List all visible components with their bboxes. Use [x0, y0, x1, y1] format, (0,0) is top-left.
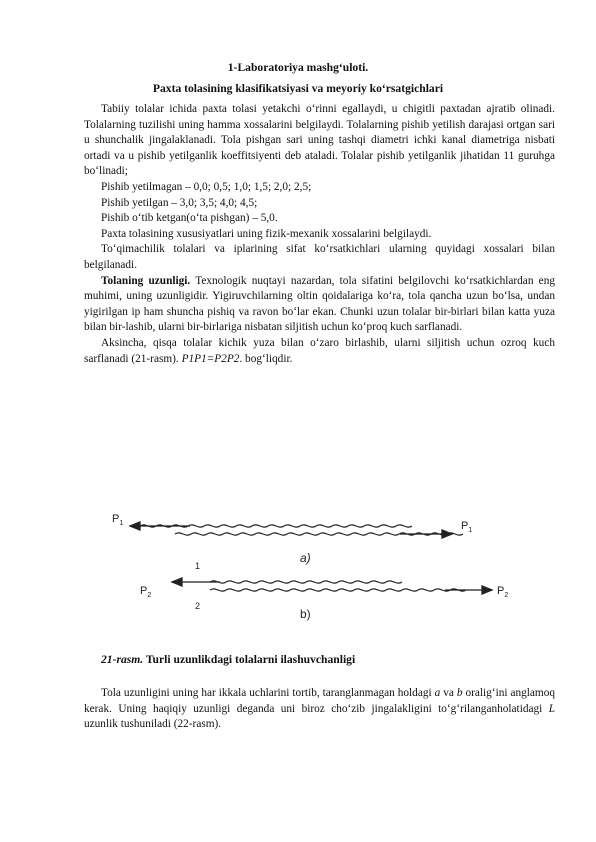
paragraph-properties: Paxta tolasining xususiyatlari uning fizik-mexanik xossalarini belgilaydi. — [101, 227, 432, 240]
force-formula: P1P1=P2P2 — [181, 352, 240, 365]
paragraph-intro: Tabiiy tolalar ichida paxta tolasi yetakchi o‘rinni egallaydi, u chigitli paxtadan ajratib olinadi. Tolalarning tuzilishi uning hamma xossalarini belgilaydi. Tolalarning pishib yetilish darajasi ortgan sari u shunchalik jingalaklanadi. Tola pishgan sari uning tashqi diametri ichki kanal diametriga nisbati ortadi va u pishib yetilganlik koeffitsiyenti deb ataladi. Tolalar pishib yetilganlik jihatidan 11 guruhga bo‘linadi; — [84, 103, 555, 178]
p2-right-label: $P_2$ — [497, 585, 509, 599]
page-title: 1-Laboratoriya mashg‘uloti. — [227, 61, 369, 74]
length-heading: Tolaning uzunligi. — [101, 274, 191, 287]
final-text-2: va — [440, 687, 457, 699]
paragraph-overripe: Pishib o‘tib ketgan(o‘ta pishgan) – 5,0. — [101, 212, 278, 225]
label-b: b) — [300, 607, 311, 621]
final-text-3: oralig‘ini anglamoq kerak. Uning haqiqiy uzunligi deganda uni biroz cho‘zib jingalakligini to‘g‘rilanganholatidagi — [84, 687, 556, 715]
fiber-marker-1: 1 — [195, 561, 201, 571]
arrow-p2-left — [172, 578, 220, 586]
paragraph-short-fibers — [84, 336, 555, 367]
final-text-1: Tola uzunligini uning har ikkala uchlarini tortib, taranglanmagan holdagi — [101, 687, 435, 699]
paragraph-ripe: Pishib yetilgan – 3,0; 3,5; 4,0; 4,5; — [101, 196, 258, 209]
paragraph-unripe: Pishib yetilmagan – 0,0; 0,5; 1,0; 1,5; 2,0; 2,5; — [101, 180, 312, 193]
figure-number: 21-rasm. — [101, 653, 144, 666]
figure-caption — [101, 652, 561, 667]
final-text-4: uzunlik tushuniladi (22-rasm). — [84, 718, 222, 731]
label-a: a) — [300, 551, 311, 565]
p2-left-label: $P_2$ — [140, 585, 152, 599]
fiber-short-lower — [210, 589, 466, 591]
arrow-p1-right — [400, 530, 452, 538]
fiber-marker-2: 2 — [195, 601, 201, 611]
body-text — [84, 102, 555, 367]
paragraph-quality: To‘qimachilik tolalari va iplarining sifat ko‘rsatkichlari ularning quyidagi xossalari bilan belgilanadi. — [84, 243, 555, 271]
var-L: L — [548, 702, 555, 715]
p1-left-label: $P_1$ — [112, 513, 124, 527]
fiber-short-upper — [210, 581, 402, 583]
caption-text: Turli uzunlikdagi tolalarni ilashuvchanligi — [143, 653, 356, 666]
figure-b — [140, 561, 508, 621]
var-b: b — [456, 687, 463, 699]
var-a: a — [434, 687, 441, 699]
paragraph-length — [84, 274, 555, 336]
page-subtitle: Paxta tolasining klasifikatsiyasi va meyoriy ko‘rsatgichlari — [152, 82, 444, 95]
body-text-after-figure — [84, 686, 555, 733]
length-text: Texnologik nuqtayi nazardan, tola sifatini belgilovchi ko‘rsatkichlardan eng muhimi, uning uzunligidir. Yigiruvchilarning oltin qoidalariga ko‘ra, tola qancha uzun bo‘lsa, undan yigirilgan ip ham shuncha pishiq va ravon bo‘lar ekan. Chunki uzun tolalar bir-birlari bilan katta yuza bilan bir-lashib, ularni bir-birlariga nisbatan siljitish uchun ko‘proq kuch sarflanadi. — [84, 274, 555, 334]
figure-a — [112, 513, 472, 565]
arrow-p2-right — [445, 586, 492, 594]
short-tail: . bog‘liqdir. — [239, 352, 293, 365]
short-text: Aksincha, qisqa tolalar kichik yuza bilan o‘zaro birlashib, ularni siljitish uchun ozroq kuch sarflanadi (21-rasm). — [84, 336, 555, 365]
p1-right-label: $P_1$ — [461, 520, 473, 534]
paragraph-fiber-length — [84, 686, 555, 733]
arrow-p1-left — [130, 522, 190, 530]
fiber-adhesion-figure — [100, 505, 530, 625]
